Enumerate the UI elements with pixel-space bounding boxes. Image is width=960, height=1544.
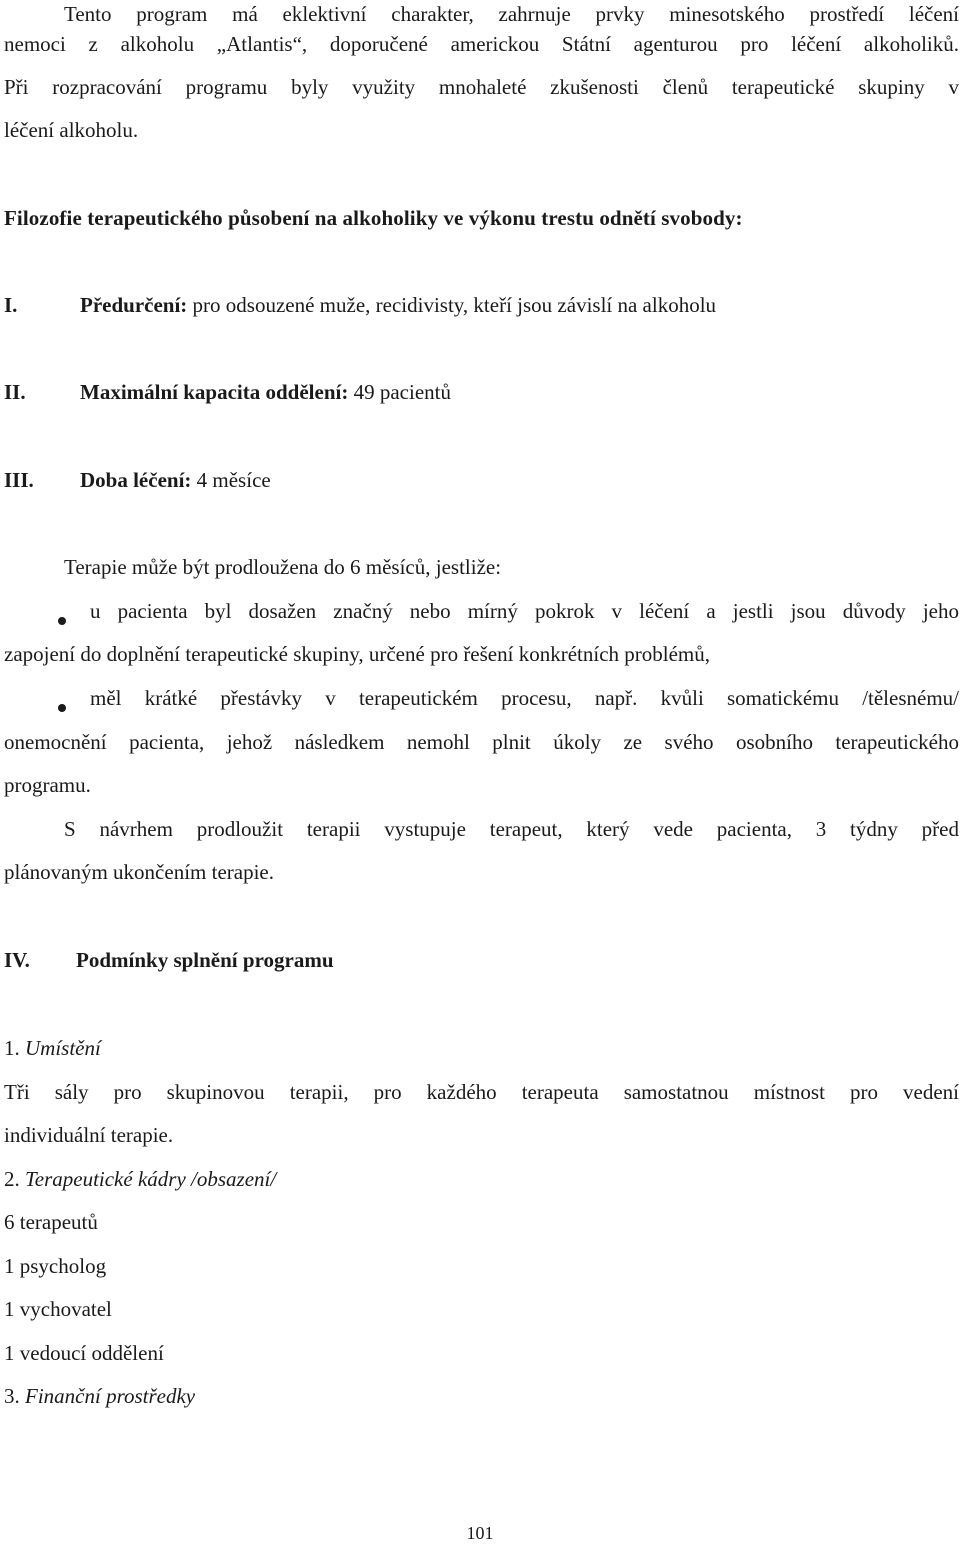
section-i xyxy=(80,291,716,319)
section-ii xyxy=(80,378,451,406)
proposal-line-2: plánovaným ukončením terapie. xyxy=(4,860,274,884)
section-iii xyxy=(80,466,271,494)
staff-item: 1 vedoucí oddělení xyxy=(4,1341,164,1365)
section-ii-label: Maximální kapacita oddělení: xyxy=(80,380,349,404)
location-title: Umístění xyxy=(19,1036,101,1060)
staff-item: 1 vychovatel xyxy=(4,1297,112,1321)
philosophy-heading: Filozofie terapeutického působení na alkoholiky ve výkonu trestu odnětí svobody: xyxy=(4,206,743,230)
bullet-2-line-3: programu. xyxy=(4,773,91,797)
section-ii-text: 49 pacientů xyxy=(348,380,451,404)
intro-line-4: léčení alkoholu. xyxy=(4,118,139,142)
bullet-dot-icon xyxy=(58,704,66,712)
section-numeral-i: I. xyxy=(4,293,18,317)
page-number: 101 xyxy=(466,1523,494,1543)
section-numeral-iii: III. xyxy=(4,468,34,492)
location-heading xyxy=(4,1034,959,1062)
section-iii-label: Doba léčení: xyxy=(80,468,192,492)
intro-line-3: Při rozpracování programu byly využity mnohaleté zkušenosti členů terapeutické skupiny v xyxy=(4,75,959,99)
intro-line-2: nemoci z alkoholu „Atlantis“, doporučené americkou Státní agenturou pro léčení alkoholiků. xyxy=(4,32,959,56)
section-numeral-iv: IV. xyxy=(4,948,30,972)
bullet-dot-icon xyxy=(58,617,66,625)
section-i-text: pro odsouzené muže, recidivisty, kteří jsou závislí na alkoholu xyxy=(187,293,717,317)
intro-line-1: Tento program má eklektivní charakter, zahrnuje prvky minesotského prostředí léčení xyxy=(64,2,959,26)
location-number: 1. xyxy=(4,1036,20,1060)
bullet-1-line-1: u pacienta byl dosažen značný nebo mírný pokrok v léčení a jestli jsou důvody jeho xyxy=(90,599,959,623)
section-iii-text: 4 měsíce xyxy=(191,468,271,492)
staff-number: 2. xyxy=(4,1167,20,1191)
staff-title: Terapeutické kádry /obsazení/ xyxy=(19,1167,277,1191)
location-line-2: individuální terapie. xyxy=(4,1123,174,1147)
bullet-1-line-2: zapojení do doplnění terapeutické skupiny, určené pro řešení konkrétních problémů, xyxy=(4,642,710,666)
location-line-1: Tři sály pro skupinovou terapii, pro každého terapeuta samostatnou místnost pro vedení xyxy=(4,1080,959,1104)
section-iv-title: Podmínky splnění programu xyxy=(76,948,334,972)
finance-title: Finanční prostředky xyxy=(19,1384,196,1408)
finance-number: 3. xyxy=(4,1384,20,1408)
staff-item: 1 psycholog xyxy=(4,1254,107,1278)
section-i-label: Předurčení: xyxy=(80,293,188,317)
bullet-2-line-1: měl krátké přestávky v terapeutickém procesu, např. kvůli somatickému /tělesnému/ xyxy=(90,686,959,710)
staff-heading xyxy=(4,1165,959,1193)
bullet-2-line-2: onemocnění pacienta, jehož následkem nemohl plnit úkoly ze svého osobního terapeutického xyxy=(4,730,959,754)
therapy-extend-intro: Terapie může být prodloužena do 6 měsíců, jestliže: xyxy=(64,555,502,579)
staff-item: 6 terapeutů xyxy=(4,1210,98,1234)
proposal-line-1: S návrhem prodloužit terapii vystupuje terapeut, který vede pacienta, 3 týdny před xyxy=(64,817,959,841)
section-numeral-ii: II. xyxy=(4,380,26,404)
finance-heading xyxy=(4,1382,959,1410)
